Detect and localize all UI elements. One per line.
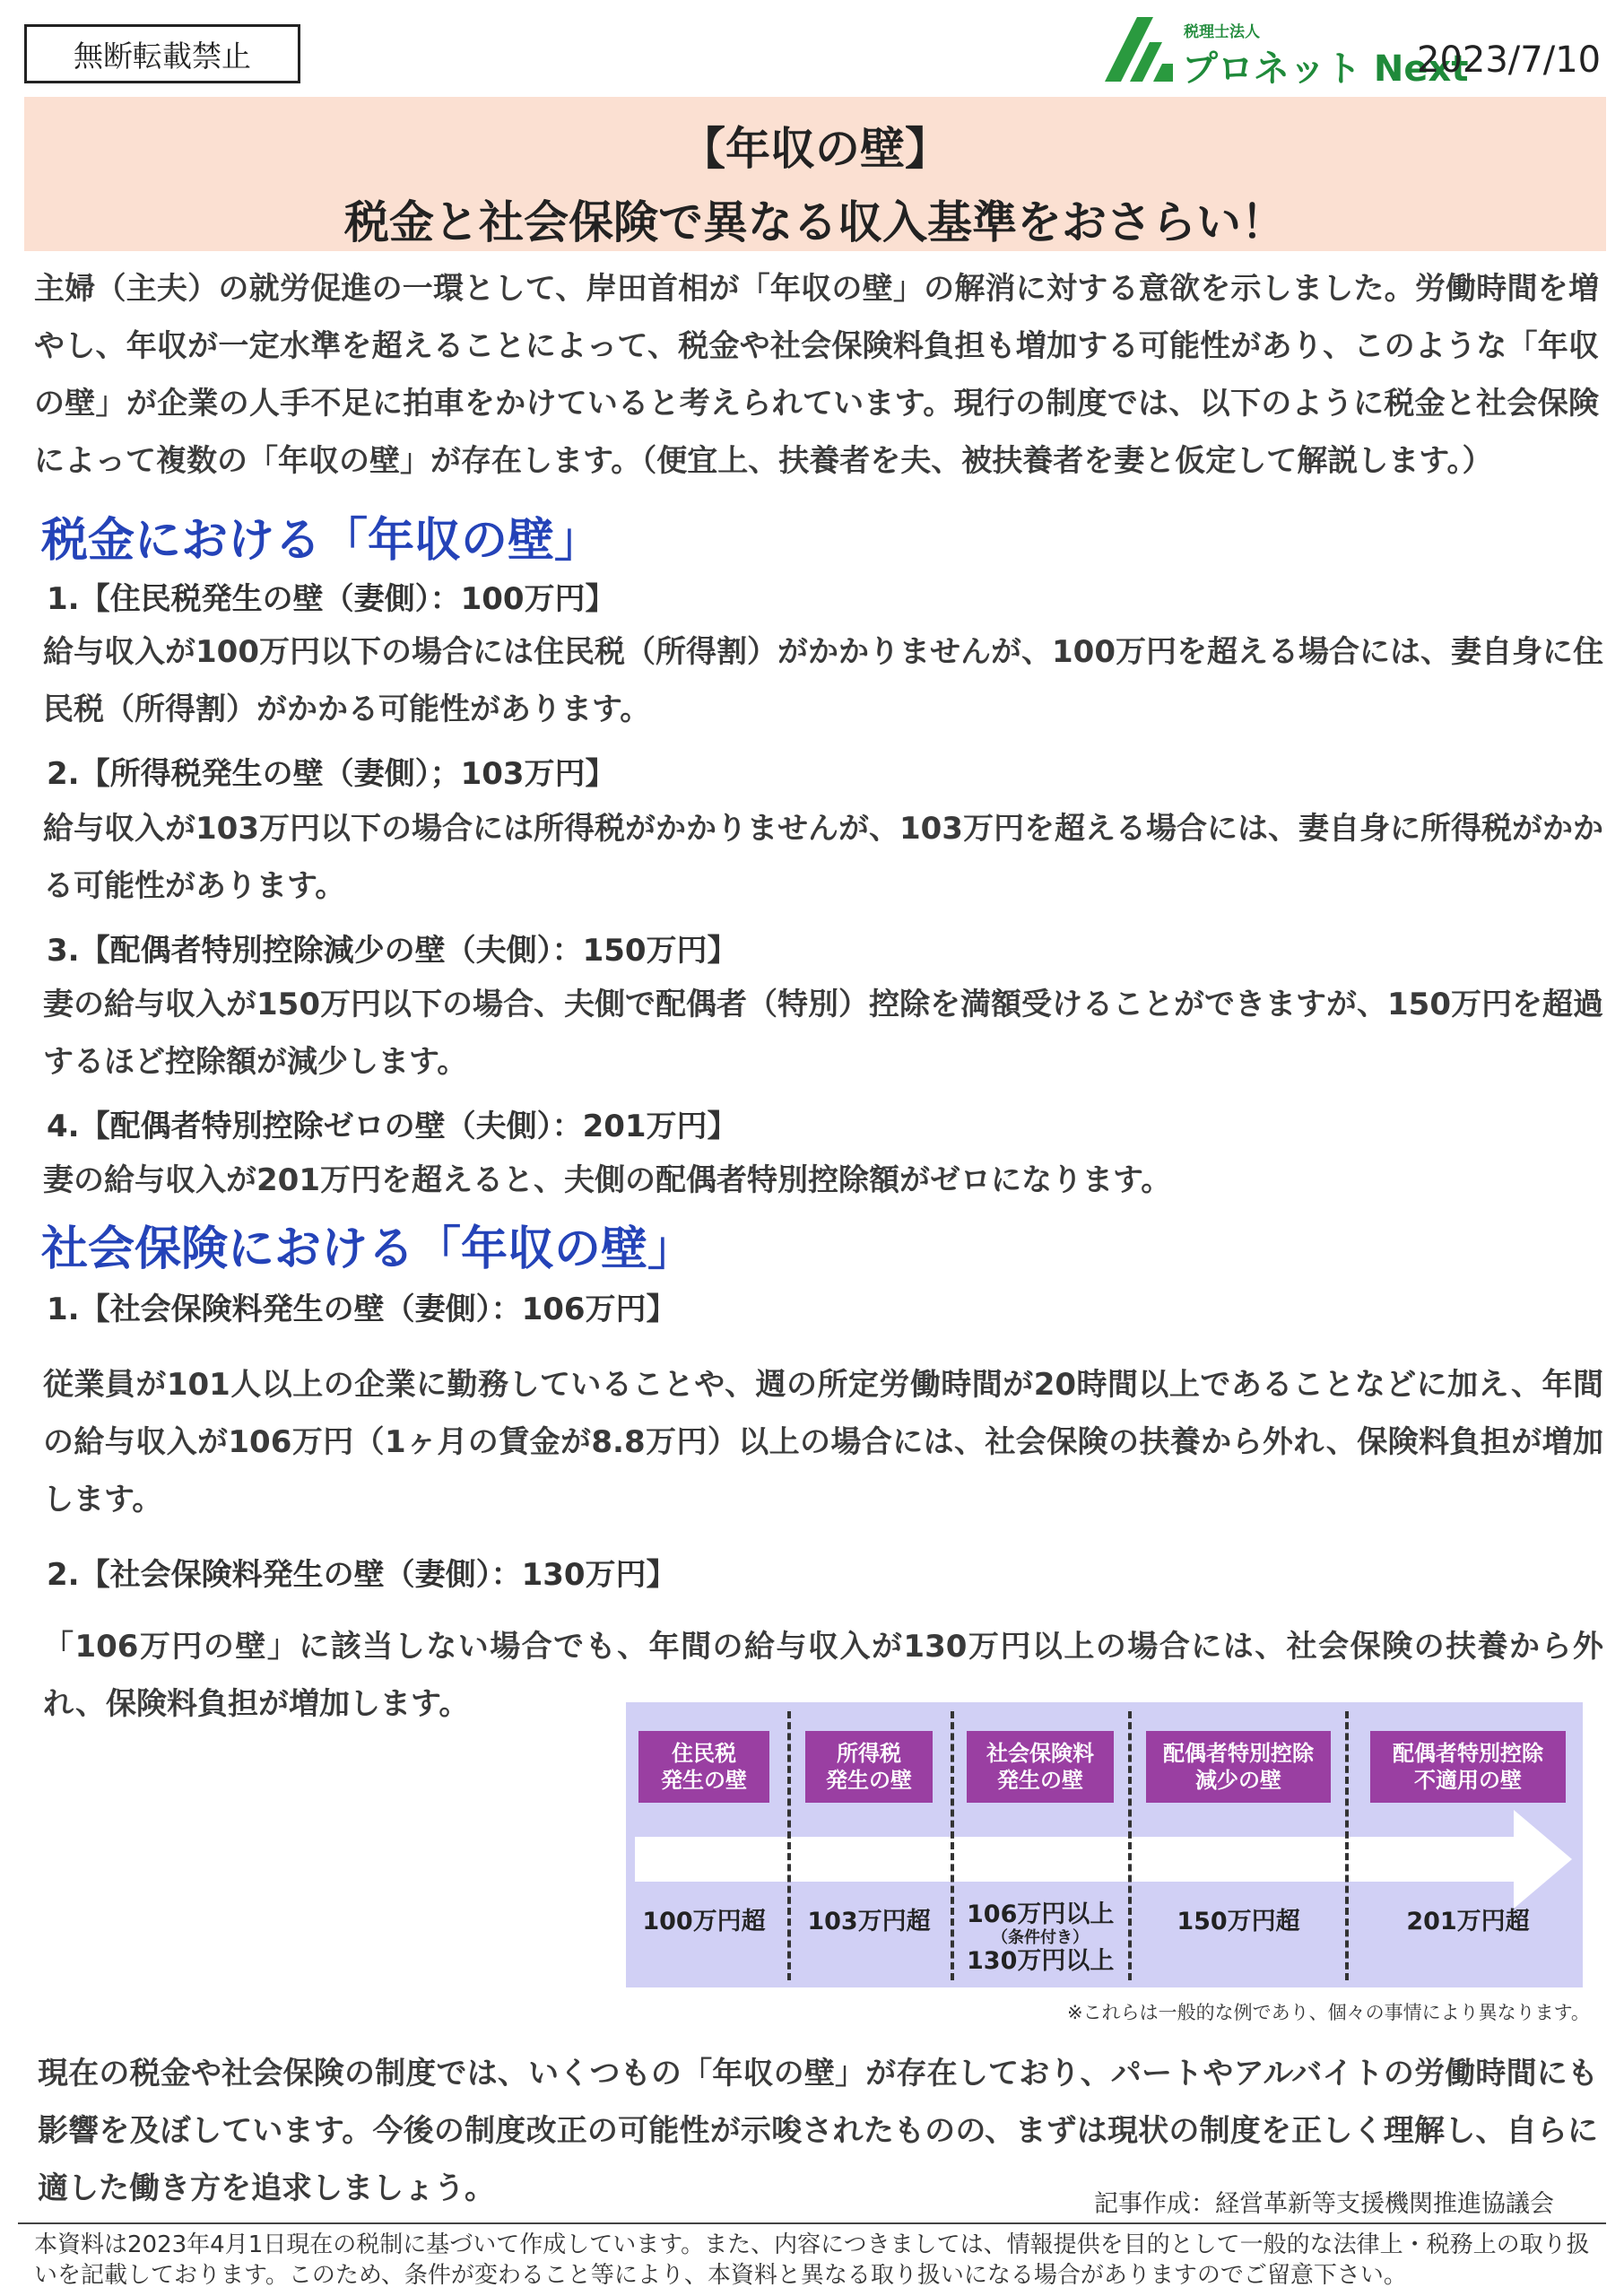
tax-item-1-body: 給与収入が100万円以下の場合には住民税（所得割）がかかりませんが、100万円を超える場合には、妻自身に住民税（所得割）がかかる可能性があります。 bbox=[43, 634, 1603, 727]
article-author: 記事作成：経営革新等支援機関推進協議会 bbox=[1094, 2190, 1554, 2218]
threshold-106-130 bbox=[967, 1901, 1114, 1975]
social-item-1-title: 1.【社会保険料発生の壁（妻側）：106万円】 bbox=[47, 1292, 677, 1327]
wall-box-spouse-deduction-decrease bbox=[1146, 1731, 1331, 1803]
wall-box-line2: 減少の壁 bbox=[1195, 1768, 1281, 1793]
threshold-103: 103万円超 bbox=[807, 1908, 931, 1935]
wall-box-resident-tax bbox=[638, 1731, 769, 1803]
wall-box-spouse-deduction-zero bbox=[1370, 1731, 1566, 1803]
pronet-logo-icon bbox=[1103, 15, 1175, 83]
threshold-201: 201万円超 bbox=[1406, 1908, 1530, 1935]
disclaimer-footnote: 本資料は2023年4月1日現在の税制に基づいて作成しています。また、内容につきましては、情報提供を目的として一般的な法律上・税務上の取り扱いを記載しております。このため、条件が変わること等により、本資料と異なる取り扱いになる場合がありますのでご留意下さい。 bbox=[34, 2231, 1590, 2289]
page-subtitle: 税金と社会保険で異なる収入基準をおさらい！ bbox=[344, 196, 1286, 248]
logo-subtitle: 税理士法人 bbox=[1184, 23, 1260, 41]
diagram-caveat: ※これらは一般的な例であり、個々の事情により異なります。 bbox=[1067, 2002, 1590, 2023]
tax-item-4-title: 4.【配偶者特別控除ゼロの壁（夫側）：201万円】 bbox=[47, 1109, 738, 1144]
wall-box-line2: 不適用の壁 bbox=[1414, 1768, 1522, 1793]
social-item-2-title: 2.【社会保険料発生の壁（妻側）：130万円】 bbox=[47, 1557, 677, 1593]
threshold-100: 100万円超 bbox=[642, 1908, 766, 1935]
tax-section-heading: 税金における「年収の壁」 bbox=[41, 514, 602, 568]
wall-box-line2: 発生の壁 bbox=[661, 1768, 747, 1793]
wall-box-line2: 発生の壁 bbox=[997, 1768, 1083, 1793]
social-section-heading: 社会保険における「年収の壁」 bbox=[41, 1222, 695, 1276]
tax-item-1-title: 1.【住民税発生の壁（妻側）：100万円】 bbox=[47, 581, 616, 617]
threshold-150: 150万円超 bbox=[1177, 1908, 1300, 1935]
tax-item-4-body: 妻の給与収入が201万円を超えると、夫側の配偶者特別控除額がゼロになります。 bbox=[43, 1162, 1172, 1198]
wall-box-line1: 所得税 bbox=[837, 1741, 901, 1766]
social-item-2-text: 「106万円の壁」に該当しない場合でも、年間の給与収入が130万円以上の場合には、社会保険の扶養から外れ、保険料負担が増加します。 bbox=[43, 1629, 1603, 1722]
page-title: 【年収の壁】 bbox=[681, 123, 950, 175]
wall-box-line1: 社会保険料 bbox=[986, 1741, 1094, 1766]
company-logo bbox=[1103, 13, 1469, 90]
wall-box-line1: 配偶者特別控除 bbox=[1163, 1741, 1314, 1766]
income-wall-diagram bbox=[626, 1702, 1583, 1987]
tax-item-2-body: 給与収入が103万円以下の場合には所得税がかかりませんが、103万円を超える場合には、妻自身に所得税がかかる可能性があります。 bbox=[43, 811, 1603, 904]
tax-item-3-body: 妻の給与収入が150万円以下の場合、夫側で配偶者（特別）控除を満額受けることができますが、150万円を超過するほど控除額が減少します。 bbox=[43, 987, 1603, 1080]
publish-date: 2023/7/10 bbox=[1417, 39, 1602, 81]
wall-box-social-insurance bbox=[967, 1731, 1114, 1803]
divider bbox=[1345, 1711, 1349, 1980]
tax-item-2-title: 2.【所得税発生の壁（妻側）；103万円】 bbox=[47, 756, 616, 792]
intro-paragraph: 主婦（主夫）の就労促進の一環として、岸田首相が「年収の壁」の解消に対する意欲を示しました。労働時間を増やし、年収が一定水準を超えることによって、税金や社会保険料負担も増加する可能性があり、このような「年収の壁」が企業の人手不足に拍車をかけていると考えられています。現行の制度では、以下のように税金と社会保険によって複数の「年収の壁」が存在します。（便宜上、扶養者を夫、被扶養者を妻と仮定して解説します。） bbox=[34, 271, 1599, 479]
income-arrow-icon bbox=[635, 1810, 1572, 1909]
wall-box-line2: 発生の壁 bbox=[826, 1768, 912, 1793]
social-item-1-body: 従業員が101人以上の企業に勤務していることや、週の所定労働時間が20時間以上であることなどに加え、年間の給与収入が106万円（1ヶ月の賃金が8.8万円）以上の場合には、社会保険の扶養から外れ、保険料負担が増加します。 bbox=[43, 1367, 1603, 1518]
tax-item-3-title: 3.【配偶者特別控除減少の壁（夫側）：150万円】 bbox=[47, 933, 738, 969]
divider bbox=[951, 1711, 954, 1980]
divider bbox=[1128, 1711, 1132, 1980]
threshold-106: 106万円以上 bbox=[967, 1900, 1115, 1928]
threshold-condition-note: （条件付き） bbox=[992, 1928, 1089, 1947]
footer-divider bbox=[18, 2222, 1606, 2224]
wall-box-line1: 住民税 bbox=[672, 1741, 736, 1766]
logo-name: プロネット Next bbox=[1182, 48, 1469, 90]
conclusion-paragraph: 現在の税金や社会保険の制度では、いくつもの「年収の壁」が存在しており、パートやアルバイトの労働時間にも影響を及ぼしています。今後の制度改正の可能性が示唆されたものの、まずは現状の制度を正しく理解し、自らに適した働き方を追求しましょう。 bbox=[38, 2056, 1598, 2206]
title-banner bbox=[24, 97, 1606, 251]
no-reproduction-notice: 無断転載禁止 bbox=[24, 24, 300, 83]
divider bbox=[787, 1711, 791, 1980]
wall-box-line1: 配偶者特別控除 bbox=[1393, 1741, 1543, 1766]
threshold-130: 130万円以上 bbox=[967, 1947, 1115, 1975]
wall-box-income-tax bbox=[805, 1731, 933, 1803]
